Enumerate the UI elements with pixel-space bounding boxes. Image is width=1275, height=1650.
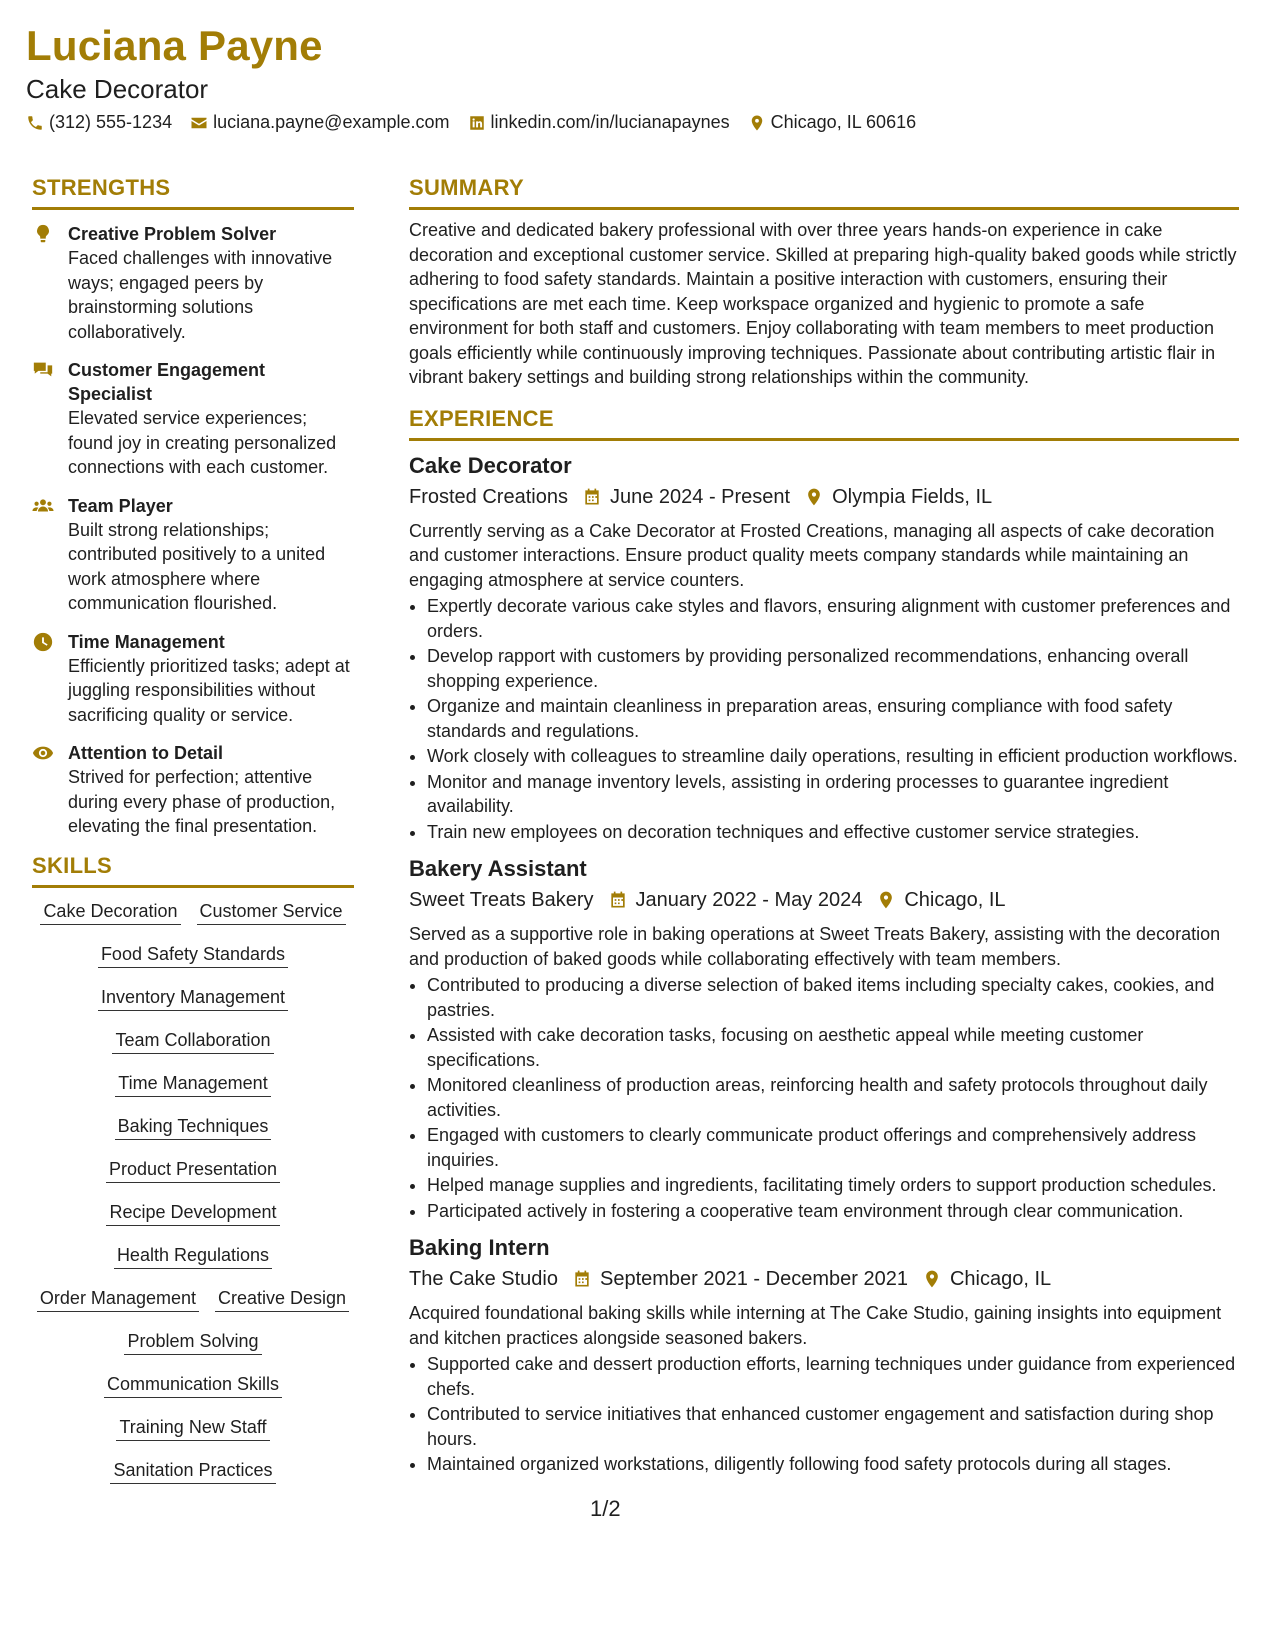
job-bullet: • Supported cake and dessert production efforts, learning techniques under guidance from experienced chefs. <box>427 1352 1239 1401</box>
strength-title: Time Management <box>68 631 225 652</box>
job-dates <box>608 886 863 914</box>
job-location-text: Chicago, IL <box>949 1268 1052 1290</box>
section-divider <box>409 438 1239 441</box>
job-bullet: • Expertly decorate various cake styles and flavors, ensuring alignment with customer preferences and orders. <box>427 594 1239 643</box>
strength-description: Strived for perfection; attentive during every phase of production, elevating the final presentation. <box>68 767 336 836</box>
page-number: 1/2 <box>590 1496 621 1521</box>
strength-title: Team Player <box>68 495 173 516</box>
job-bullets <box>409 973 1239 1223</box>
job-meta <box>409 886 1239 914</box>
strength-title: Attention to Detail <box>68 743 223 763</box>
skill-tag: Cake Decoration <box>40 900 180 925</box>
skill-tag: Baking Techniques <box>115 1115 272 1140</box>
users-icon <box>32 495 54 517</box>
skill-tag: Team Collaboration <box>112 1029 273 1054</box>
chat-bubbles-icon <box>32 359 54 381</box>
section-divider <box>32 207 354 210</box>
calendar-icon <box>582 487 602 507</box>
phone-text: (312) 555-1234 <box>49 112 173 132</box>
job-title: Bakery Assistant <box>409 856 587 881</box>
calendar-icon <box>608 890 628 910</box>
skill-tag: Customer Service <box>197 900 346 925</box>
map-pin-icon <box>748 114 766 132</box>
lightbulb-icon <box>32 223 54 245</box>
summary-text: Creative and dedicated bakery professional with over three years hands-on experience in cake decoration and exceptional customer service. Skilled at preparing high-quality baked goods while strictly adhering to food safety standards. Maintain a positive interaction with customers, ensuring their specifications are met each time. Keep workspace organized and hygienic to promote a safe environment for both staff and customers. Enjoy collaborating with team members to meet production goals efficiently while continuously improving techniques. Passionate about contributing artistic flair in vibrant bakery settings and building strong relationships within the community. <box>409 220 1237 387</box>
experience-heading: EXPERIENCE <box>409 405 554 431</box>
skills-heading: SKILLS <box>32 852 113 878</box>
map-pin-icon <box>876 890 896 910</box>
job-title: Cake Decorator <box>409 452 572 478</box>
job-dates <box>572 1265 908 1293</box>
contact-phone <box>26 112 172 133</box>
contact-location <box>748 112 916 133</box>
job-bullet: • Engaged with customers to clearly communicate product offerings and comprehensively address inquiries. <box>427 1123 1239 1172</box>
phone-icon <box>26 114 44 132</box>
job-location-text: Chicago, IL <box>904 889 1006 911</box>
job-location <box>876 886 1005 914</box>
job-dates-text: September 2021 - December 2021 <box>599 1268 908 1290</box>
job-bullet: • Contributed to producing a diverse selection of baked items including specialty cakes, cookies, and pastries. <box>427 973 1239 1022</box>
strength-description: Efficiently prioritized tasks; adept at juggling responsibilities without sacrificing quality or service. <box>68 655 350 725</box>
job-description: Currently serving as a Cake Decorator at Frosted Creations, managing all aspects of cake decoration and customer interactions. Ensure product quality meets company standards while maintaining an engaging atmosphere at service counters. <box>409 520 1215 590</box>
left-column <box>32 175 354 1484</box>
candidate-name: Luciana Payne <box>26 22 323 69</box>
email-link[interactable]: luciana.payne@example.com <box>213 112 450 132</box>
skills-list <box>32 900 354 1484</box>
strengths-heading: STRENGTHS <box>32 175 171 200</box>
section-divider <box>409 207 1239 210</box>
job-location-text: Olympia Fields, IL <box>832 485 993 508</box>
strength-item <box>32 358 354 480</box>
strength-item <box>32 741 354 839</box>
envelope-icon <box>190 114 208 132</box>
job-meta <box>409 1265 1239 1293</box>
map-pin-icon <box>922 1269 942 1289</box>
candidate-title: Cake Decorator <box>26 74 209 104</box>
skill-tag: Training New Staff <box>116 1416 269 1441</box>
job-location <box>804 483 992 511</box>
job-bullet: • Monitor and manage inventory levels, assisting in ordering processes to guarantee ingredient availability. <box>427 770 1239 819</box>
skill-tag: Health Regulations <box>114 1244 272 1269</box>
right-column <box>409 175 1239 1478</box>
job-title: Baking Intern <box>409 1235 550 1260</box>
skill-tag: Inventory Management <box>98 986 288 1011</box>
skill-tag: Sanitation Practices <box>110 1459 275 1484</box>
skill-tag: Product Presentation <box>106 1158 280 1183</box>
strength-description: Faced challenges with innovative ways; engaged peers by brainstorming solutions collaboratively. <box>68 248 333 342</box>
section-divider <box>32 885 354 888</box>
linkedin-icon <box>468 114 486 132</box>
summary-heading: SUMMARY <box>409 175 524 200</box>
calendar-icon <box>572 1269 592 1289</box>
job-bullet: • Monitored cleanliness of production areas, reinforcing health and safety protocols throughout daily activities. <box>427 1073 1239 1122</box>
job-dates <box>582 483 790 511</box>
skill-tag: Problem Solving <box>124 1330 261 1355</box>
eye-icon <box>32 742 54 764</box>
strength-description: Built strong relationships; contributed positively to a united work atmosphere where communication flourished. <box>68 519 326 613</box>
skill-tag: Communication Skills <box>104 1373 282 1398</box>
skill-tag: Order Management <box>37 1287 199 1312</box>
job-bullet: • Organize and maintain cleanliness in preparation areas, ensuring compliance with food safety standards and regulations. <box>427 694 1239 743</box>
job-dates-text: June 2024 - Present <box>609 485 791 508</box>
job-bullet: • Helped manage supplies and ingredients, facilitating timely orders to support production schedules. <box>427 1173 1239 1198</box>
job-bullet: • Assisted with cake decoration tasks, focusing on aesthetic appeal while meeting customer specifications. <box>427 1023 1239 1072</box>
contact-linkedin[interactable] <box>468 112 730 133</box>
contact-email[interactable] <box>190 112 449 133</box>
job-description: Acquired foundational baking skills while interning at The Cake Studio, gaining insights into equipment and kitchen practices alongside seasoned bakers. <box>409 1303 1222 1348</box>
job-location <box>922 1265 1051 1293</box>
linkedin-link[interactable]: linkedin.com/in/lucianapaynes <box>490 112 730 132</box>
location-text: Chicago, IL 60616 <box>770 112 917 132</box>
job-bullet: • Maintained organized workstations, diligently following food safety protocols during all stages. <box>427 1452 1239 1477</box>
contact-bar <box>26 112 934 133</box>
clock-icon <box>32 631 54 653</box>
skill-tag: Time Management <box>115 1072 270 1097</box>
map-pin-icon <box>804 487 824 507</box>
job-bullet: • Contributed to service initiatives that enhanced customer engagement and satisfaction during shop hours. <box>427 1402 1239 1451</box>
job-entry <box>409 451 1239 845</box>
job-company: Frosted Creations <box>409 485 568 508</box>
strength-description: Elevated service experiences; found joy in creating personalized connections with each customer. <box>68 408 337 477</box>
job-bullet: • Participated actively in fostering a cooperative team environment through clear communication. <box>427 1199 1239 1224</box>
strength-item <box>32 630 354 728</box>
skill-tag: Recipe Development <box>106 1201 279 1226</box>
skill-tag: Food Safety Standards <box>98 943 288 968</box>
strength-item <box>32 222 354 344</box>
job-entry <box>409 854 1239 1223</box>
strength-title: Creative Problem Solver <box>68 224 277 244</box>
job-bullets <box>409 1352 1239 1477</box>
job-bullet: • Work closely with colleagues to streamline daily operations, resulting in efficient production workflows. <box>427 744 1239 769</box>
job-dates-text: January 2022 - May 2024 <box>635 889 863 911</box>
strength-title: Customer Engagement Specialist <box>68 360 266 404</box>
job-bullet: • Develop rapport with customers by providing personalized recommendations, enhancing overall shopping experience. <box>427 644 1239 693</box>
job-entry <box>409 1233 1239 1477</box>
job-company: The Cake Studio <box>409 1268 558 1290</box>
job-bullet: • Train new employees on decoration techniques and effective customer service strategies. <box>427 820 1239 845</box>
job-bullets <box>409 594 1239 844</box>
job-company: Sweet Treats Bakery <box>409 889 594 911</box>
job-description: Served as a supportive role in baking operations at Sweet Treats Bakery, assisting with the decoration and production of baked goods while collaborating effectively with team members. <box>409 924 1221 969</box>
strengths-list <box>32 222 354 839</box>
strength-item <box>32 494 354 616</box>
skill-tag: Creative Design <box>215 1287 349 1312</box>
job-meta <box>409 483 1239 511</box>
